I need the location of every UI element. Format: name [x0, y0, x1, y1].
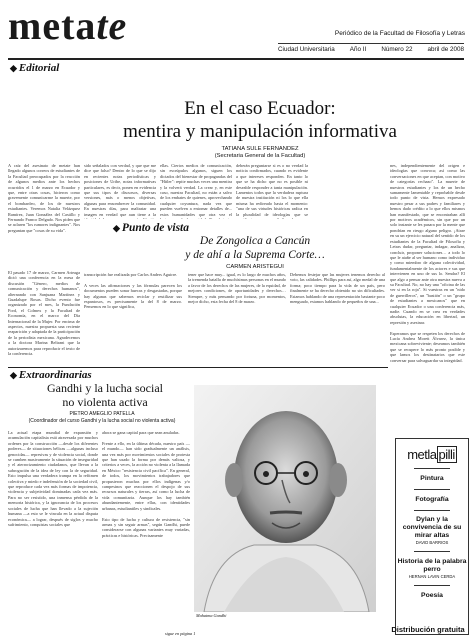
- section-divider: [8, 367, 388, 368]
- extraordinarias-title-line2: no violenta activa: [62, 395, 148, 409]
- brand-part-b: pilli: [438, 447, 455, 462]
- masthead-logo: [8, 3, 128, 48]
- extraordinarias-col1: [8, 430, 98, 635]
- issue-year: Año II: [349, 46, 367, 53]
- punto-col4-text: Debemos festejar que las mujeres tenemos derecho al voto, las calidades. Phillips para así, algo medal de una forma; poco tiempo para la vida de un país, pero finalmente se ha derecho obtenido no sin dificultades. Estamos hablando de una representación bastante poco menguado, estamos hablando de pequeños de una...: [290, 272, 385, 305]
- sidebar-item-historia-author: HERNAN LAVIN CERDA: [408, 574, 456, 580]
- editorial-col1-text: A raíz del asesinato de metate han llegado algunos correos de estudiantes de la Facultad preocupados por la reacción de algunos medios ante los hechos ocurridos el 1 de marzo en Ecuador y que, entre otras cosas, hicieron como gravemente comunicarme la muerte, por el bombardeo, de los de nuestros estudiantes. Veremos Natalia Velázquez Ramírez, Juan González del Castillo y Fernando Franco Delgado. Nos piden que se aclaren "los rumores indignantes". Nos preguntan que "cosas de su vida".: [8, 163, 80, 233]
- punto-col4: [290, 272, 385, 364]
- extraordinarias-byline: [8, 411, 196, 425]
- sidebar-rule: [414, 468, 450, 469]
- sidebar-rule: [414, 585, 450, 586]
- extraordinarias-col2-text: ahora se gana capital para que sean anuladas. Frente a ello, en la última década, nuestro país —el mundo— han sido gradualmente un análisis, una vez más por movimientos sociales de protesta que han usado la forma por demás valiosa, y criterios a veces, la acción no violenta a la llamada en México "resistencia civil pacífica". En general, de todos, los movimientos trabajadores que propusieron muchas por ellos indígenas y/o campesinos que reaccionen el despojo de sus recursos naturales y tierras, así como la lucha de vida comunitaria. Aunque los hay también abundantemente, entre ellas, con identidades urbanas, estudiantiles y sindicales. Esto tipo de lucha y cultura de resistencia, "sin armas y sin seguir armas", según Gandhi, puede considerarse con algunas variantes muy variadas, prácticas e históricas. Precisamente: [102, 430, 190, 538]
- diamond-icon: ◆: [10, 370, 17, 380]
- sidebar-item-dylan-author: DAVID BARRIOS: [415, 540, 449, 546]
- editorial-col1b-text: El pasado 17 de marzo, Carmen Arteaga dictó una conferencia en la mesa de discusión "Gènero, medios de comunicación y derechos humanos", alternando con Sanjuana Martínez y Guadalupe Rosas. Dicho evento fue organizado por el mes, la Fundación Ford, el Colmex y la Facultad de Economía, en el marco del Día Internacional de la Mujer. Por encima de aspectos, nuestra propuesta una reciente reaparición y adaptada de la participación de la periodista mexicana. Agradecemos a la doctora Marina Beltrani que la autorizaremos para reproducir el texto de la conferencia.: [8, 270, 80, 357]
- editorial-title-line2: mentira y manipulación informativa: [123, 121, 397, 142]
- section-extraordinarias: [10, 369, 92, 381]
- section-editorial: [10, 62, 59, 74]
- sidebar-item-dylan: Dylan y la convivencia de su mirar altas: [402, 516, 462, 540]
- punto-title-line1: De Zongolica a Cancún: [199, 235, 311, 247]
- logo-part-meta: meta: [8, 3, 97, 48]
- metlapilli-logo: [396, 447, 468, 462]
- extraordinarias-title-line1: Gandhi y la lucha social: [47, 381, 163, 395]
- issue-date: abril de 2008: [427, 46, 464, 53]
- sidebar-rule: [414, 510, 450, 511]
- sidebar-rule: [414, 551, 450, 552]
- extraordinarias-author: PIETRO AMEGLIO PATELLA: [69, 411, 135, 417]
- punto-headline: [150, 234, 360, 262]
- punto-col2: [84, 272, 182, 364]
- editorial-author: TATIANA SULE FERNANDEZ: [221, 146, 299, 152]
- extraordinarias-col1-text: La actual etapa mundial de expansión y acumulación capitalista está atravesada por muchos ordenes por la construcción —desde los diferentes poderes— de situaciones bélicas —algunas incluso genocidas— represivas y de violencia social, donde se cumben masivamente la situación de inseguridad y el aterrorizamiento ciudadanos, que llevan a la subrogación de la idea de ley con la de seguridad. Esto impulsa una verdadera trampa en la refitmen colectiva y miedo e indefensión de la sociedad civil, que reproduce cada vez más formas de impotencia, violencia y subjetividad dominadas cada vez más. Para no ser resistido, una inmensa pérdida de la memoria histórica, y la ignorancia de los procesos sociales de lucha que han llevado a la sujeción humana —a esto se le vincula en la actual disputa económica— a lograr, después de siglos y mucho sufrimiento, conquistas sociales que: [8, 430, 98, 527]
- sidebar-item-historia: Historia de la palabra perro: [397, 558, 467, 574]
- sidebar-item-fotografia: Fotografía: [415, 495, 449, 503]
- gandhi-portrait-image: [194, 385, 376, 612]
- editorial-headline: [70, 97, 450, 143]
- editorial-title-line1: En el caso Ecuador:: [184, 98, 336, 119]
- editorial-author-role: (Secretaria General de la Facultad): [214, 153, 306, 159]
- editorial-col1: [8, 163, 80, 265]
- logo-part-te: te: [96, 3, 128, 48]
- editorial-col4: [236, 163, 308, 219]
- gandhi-photo: [194, 385, 376, 612]
- editorial-col2: [84, 163, 156, 219]
- sidebar-item-pintura: Pintura: [420, 474, 444, 482]
- diamond-icon: ◆: [10, 63, 17, 73]
- extraordinarias-headline: [20, 381, 190, 409]
- section-editorial-label: Editorial: [18, 62, 60, 74]
- photo-caption: Mahatma Gandhi: [196, 613, 227, 618]
- editorial-byline: [150, 146, 370, 160]
- issue-place: Ciudad Universitaria: [278, 46, 335, 53]
- punto-author: CARMEN ARISTEGUI: [226, 264, 284, 270]
- distribution-note: Distribución gratuita: [391, 625, 465, 634]
- metlapilli-box: [395, 438, 469, 635]
- editorial-col3: [160, 163, 232, 219]
- section-punto-label: Punto de vista: [121, 222, 190, 234]
- punto-col3: [188, 272, 286, 364]
- punto-title-line2: y de ahí a la Suprema Corte…: [185, 249, 325, 261]
- section-punto: [113, 222, 189, 234]
- issue-info-bar: [278, 43, 464, 53]
- editorial-col5-text: nes, independientemente del origen e ideologías que convoca; así como las conversaciones en que aceptan, con motivo de categorías rechazo". La muerte de nuestros estudiantes y los de un hecho sumamente lamentable y reprobable desde todo punto de vista. Hemos expresado nuestro pesar a sus padres y familiares y hemos dado crédito a lo que ellos mismos han manifestado, que se encontraban allí por motivos académicos, sin que por un solo instante se les pasara por la mente que pondrían en riesgo alguno peligro. ¡Atrae en su un ejercicio natural del sentido de los estudiantes de la Facultad de Filosofía y Letras dudar, preguntar, indagar, analizar, concluir, proponer soluciones… a todo lo que le atañe al ser humano como individuo y como miembro de alguna colectividad, fundamentalmente de los actores e sus que intervienen en uno de sus lo. Sendas? El que algo a pensar ante otra nuestra nueva a su Facultad. No, no hay una "oficina de las ver si en la roja". Si vuestras en un "nido de guerrilleros", un "bastión" o un "grupo de estudiantes a mexicanos" que en cualquier Ecuador o una conferencia más, nadie. Cuando en se crea en verdades absolutas, la educación en libertad, un represión y asesinar. Esperamos que se respeten los derechos de Lucía Andrea Morett Álvarez, la única mexicana sobreviviente; deseamos también que se recupere lo más pronto posible y que lamos los destinatarios que este conversar para salvaguardar su integridad.: [390, 163, 465, 363]
- extraordinarias-author-role: (Coordinador del curso Gandhi y la lucha social no violenta activa): [28, 418, 176, 424]
- masthead-rule: [8, 58, 464, 60]
- editorial-col5: [390, 163, 465, 425]
- continued-note: sigue en página 1: [165, 631, 196, 636]
- editorial-col4-text: deberán preguntarse si es o no verdad la noticia confirmados, cuando es evidente a que intereses responden. En tanto lo que se ha dicho que no es posible ni deseable responder a tanta manipulación. Lamentos todos que la verdadera ruptura de nuestra institución ni los lo que ella misma ha redireado hasta el momento: "una de sus virtudes históricas radica en la pluralidad de ideologías que se: [236, 163, 308, 217]
- section-extraordinarias-label: Extraordinarias: [18, 369, 92, 381]
- editorial-col1b: [8, 270, 80, 364]
- editorial-col2-text: sido señalados con verdad, y que que me dice que falso? Dentro de lo que se dijo en recientes notas periodísticas y posiciones de Uribe, notas informativas particulares, es decir, ponen en evidencia que sus tipos de discursos, diversas versiones, más o menos objetivas, algunas para ensombrecer la comunidad. En nuestras días, para maltratar una imagen en verdad que aun tiene a la: [84, 163, 156, 217]
- punto-col2-text: transcripción fue realizada por Carlos Anders Aguirre. A veces las afirmaciones y las fórmulas parecen los documentos pueden sonar huecas y desgastadas, porque hay algunas que sabemos reciclar y reutilizar sus espantosos, es precisamente la del 8 de marzo. Pensemos en lo que significa,: [84, 272, 182, 310]
- diamond-icon: ◆: [113, 223, 120, 233]
- punto-col3-text: tener que hace muy... igual, es lo largo de muchos años, la tremenda batalla de muchísimas personas en el mundo a favor de los derechos de las mujeres, de la equidad, de mejores condiciones, de oportunidades y derechos… Siempre, y más pensando por fortuna, por momentos, mejor dicho, esta fecha del 8 de marzo.: [188, 272, 286, 305]
- editorial-col3-text: ellas. Ciertos medios de comunicación, sin escrúpulos algunos, siguen los dictados del bienestar de propagandas del "Hitler": repite muchas veces una mentira y la volverá verdad. La crear y, en este caso, nuestra Facultad, no están a salvo de los embates de quienes, aprovechando cualquier coyuntura, nada vez que pueden vuelven a entornar detalles de... estos humanidades que otra vez el: [160, 163, 232, 217]
- brand-part-a: metla: [407, 447, 437, 462]
- issue-number: Número 22: [381, 46, 413, 53]
- extraordinarias-col2: [102, 430, 190, 630]
- masthead-tagline: Periódico de la Facultad de Filosofía y Letras: [334, 30, 465, 37]
- sidebar-item-poesia: Poesía: [421, 591, 443, 599]
- sidebar-rule: [414, 489, 450, 490]
